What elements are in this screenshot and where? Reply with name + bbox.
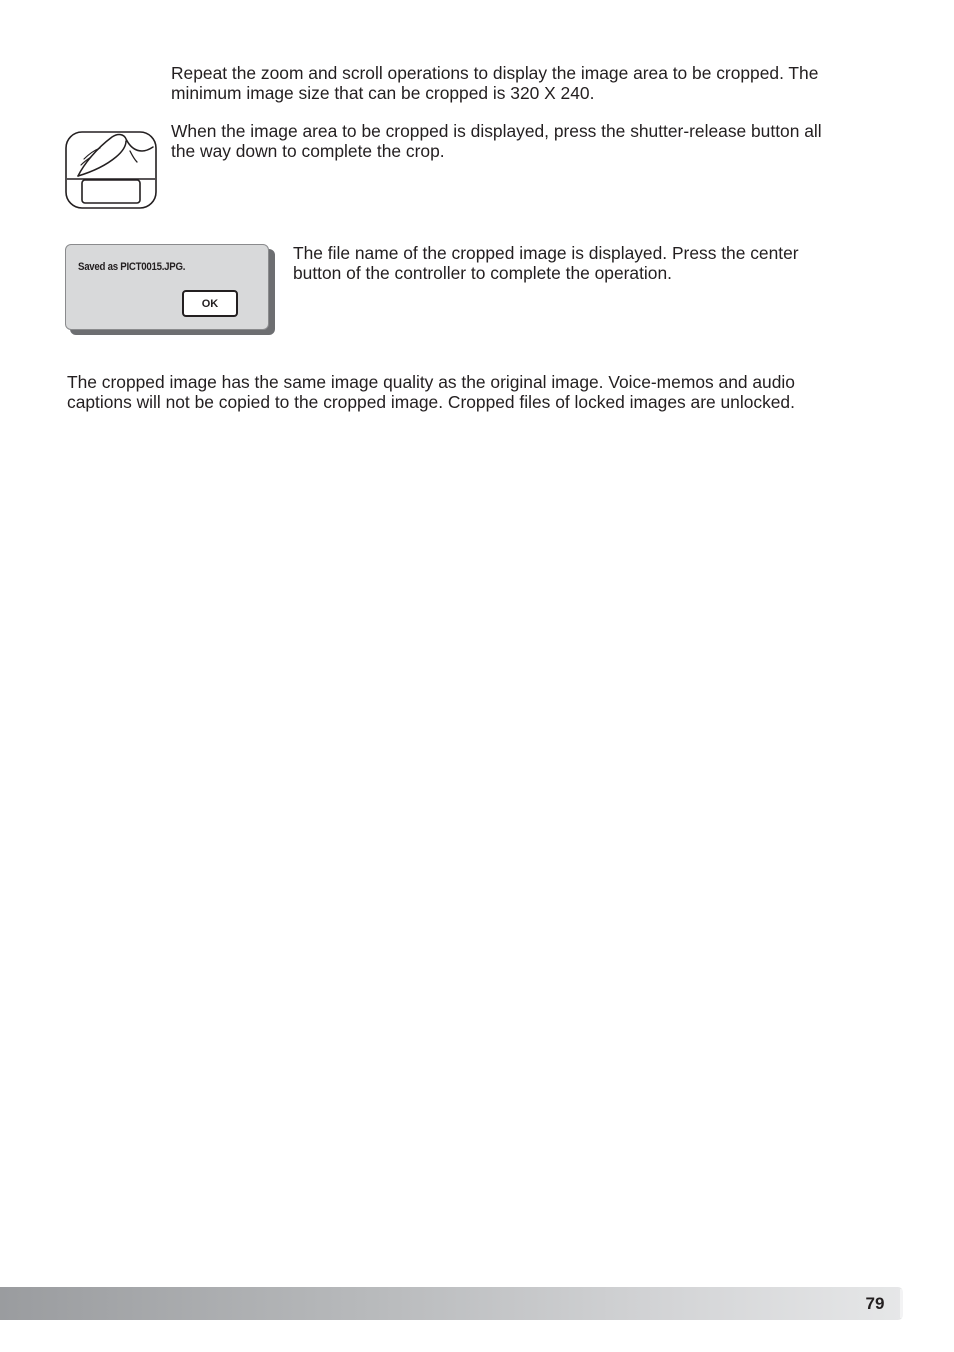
ok-button[interactable]: OK	[182, 290, 238, 317]
note-quality-text: The cropped image has the same image quality as the original image. Voice-memos and audio captions will not be copied to the cropped image. Cropped files of locked images are unlocked.	[67, 372, 795, 412]
saved-dialog	[65, 244, 269, 330]
step-filename-text: The file name of the cropped image is displayed. Press the center button of the controller to complete the operation.	[293, 243, 799, 283]
footer-bar-edge	[900, 1289, 903, 1318]
step-zoom-scroll-text: Repeat the zoom and scroll operations to display the image area to be cropped. The minimum image size that can be cropped is 320 X 240.	[171, 63, 819, 103]
page-number: 79	[865, 1294, 885, 1313]
step-shutter-text: When the image area to be cropped is displayed, press the shutter-release button all the way down to complete the crop.	[171, 121, 822, 161]
footer-bar	[0, 1287, 903, 1320]
finger-press-icon	[64, 129, 158, 211]
dialog-message: Saved as PICT0015.JPG.	[78, 261, 186, 273]
